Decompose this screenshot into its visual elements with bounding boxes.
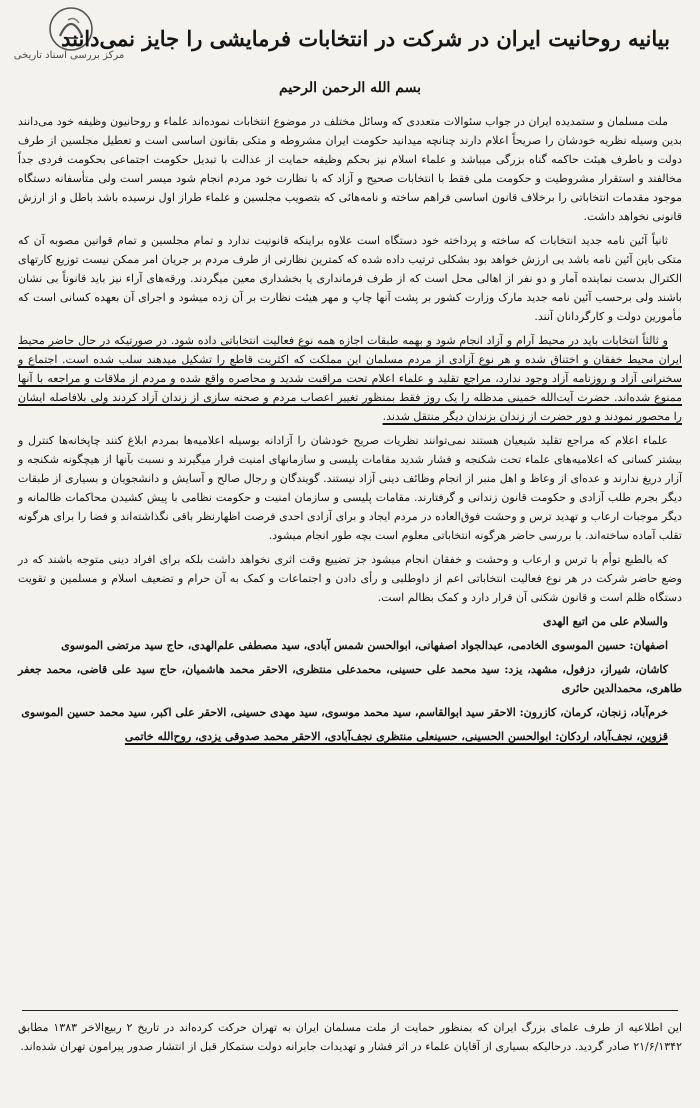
document-title: بیانیه روحانیت ایران در شرکت در انتخابات فرمایشی را جایز نمی‌دانند <box>61 26 670 51</box>
paragraph-2: ثانیاً آئین نامه جدید انتخابات که ساخته و پرداخته خود دستگاه است علاوه براینکه قانونیت ندارد و تمام مجلسین و تمام قوانین مصوبه آن که متکی باین آئین نامه باشد بی ارزش خواهد بود بشکلی ترتیب داده شده که کمترین نظارتی از طرف مردم بر جریان امر ممکن نیست توزیع کارتهای الکترال بدست نماینده آمار و دو نفر از اهالی محل است که از طرف فرمانداری یا بخشداری معین میگردند. ورقه‌های آراء نیز باید قانوناً بی نشان باشند ولی برحسب آئین نامه جدید مارک وزارت کشور بر پشت آنها چاپ و مهر هیئت نظارت بر آن زده میشود و اجرای آن بعهده کسانی است که مأمورین دولت و کارگردانان آنند. <box>18 234 682 323</box>
basmala: بسم الله الرحمن الرحیم <box>279 80 421 96</box>
paragraph-1: ملت مسلمان و ستمدیده ایران در جواب سئوالات متعددی که وسائل مختلف در موضوع انتخابات نموده‌اند علماء و روحانیون وظیفه خود می‌دانند بدین وسیله نظریه خودشان را صریحاً اعلام دارند چنانچه میدانید حکومت ایران مشروطه و متکی بقانون اساسی است و تعطیل مجلسین از طرف دولت و باطرف هیئت حاکمه گناه بزرگی میباشد و علماء اسلام نیز بحکم وظیفه حمایت از عدالت با تبدیل حکومت اجتماعی بحکومت فردی جداً مخالفند و استقرار مشروطیت و حکومت ملی فقط با انتخابات صحیح و آزاد که با نظارت خود مردم انجام شود میسر است ولی متأسفانه دستگاه موجود مقدمات انتخاباتی را برخلاف قانون اساسی فراهم ساخته و نامه‌هائی که بتصویب مجلسین و علماء طراز اول نرسیده باشد باطل و از ارزش قانونی نخواهد داشت. <box>18 115 682 223</box>
paragraph-4: علماء اعلام که مراجع تقلید شیعیان هستند نمی‌توانند نظریات صریح خودشان را آزادانه بوسیله اعلامیه‌ها بمردم ابلاغ کنند چاپخانه‌ها کنترل و بیشتر کسانی که اعلامیه‌های علماء تحت شکنجه و فشار شدید مقامات پلیسی و سازمانهای امنیت قرار میگیرند و نسبت بآنها از هیچگونه شکنجه و آزار دریغ ندارند و عده‌ای از وعاظ و اهل منبر از انجام وظائف دینی آزاد نیستند. گویندگان و رجال صالح و آسایش و دانشجویان و بسیاری از طبقات دیگر بجرم طلب آزادی و حکومت قانون زندانی و گرفتارند. مقامات پلیسی و سازمان امنیت و حکومت نظامی با پیش کشیدن محاکمات ظالمانه و دیگر موجبات ارعاب و تهدید ترس و وحشت فوق‌العاده در مردم ایجاد و برای آزادی احدی فرصت اظهارنظر باقی نگذاشته‌اند و فضا را برای هرگونه تقلب آماده ساخته‌اند. با بررسی حاضر هرگونه انتخاباتی معلوم است بچه طور انجام میشود. <box>18 434 682 542</box>
signatories-isfahan: اصفهان: حسین الموسوی الخادمی، عبدالجواد اصفهانی، ابوالحسن شمس آبادی، سید مصطفی علم‌الهدی، حاج سید مرتضی الموسوی <box>61 639 668 652</box>
signatories-qazvin-ardakan: قزوین، نجف‌آباد، اردکان: ابوالحسن الحسینی، حسینعلی منتظری نجف‌آبادی، الاحقر محمد صدوقی یزدی، روح‌الله خاتمی <box>124 730 668 743</box>
paragraph-5: که بالطبع توأم با ترس و ارعاب و وحشت و خفقان انجام میشود جز تضییع وقت اثری نخواهد داشت بلکه برای افراد دینی متوجه باشند که در وضع حاضر شرکت در هر نوع فعالیت انتخاباتی اعم از داوطلبی و رأی دادن و اجتماعات و کمک به آن حرام و تضعیف اسلام و مسلمین و تقویت دستگاه ظلم است و قانون شکنی آن قرار دارد و کمک بظالم است. <box>18 553 682 604</box>
paragraph-3: و ثالثاً انتخابات باید در محیط آرام و آزاد انجام شود و بهمه طبقات اجازه همه نوع فعالیت انتخاباتی داده شود. در صورتیکه در حال حاضر محیط ایران محیط خفقان و اختناق شده و هر نوع آزادی از مردم مسلمان این مملکت که اکثریت قاطع را تشکیل میدهند سلب شده است. اجتماع و سخنرانی آزاد و روزنامه آزاد وجود ندارد، مراجع تقلید و علماء اعلام تحت مراقبت شدید و محاصره واقع شده و مردم از ملاقات و مراجعه با آنها ممنوع شده‌اند. حضرت آیت‌الله خمینی مدظله را یک روز فقط بمنظور تغییر اعصاب مردم و صحنه سازی از زندان آزاد کردند ولی بلافاصله ایشان را محصور نمودند و دور حضرت از زندان بزندان دیگر منتقل شدند. <box>18 334 682 423</box>
document-footer: این اطلاعیه از طرف علمای بزرگ ایران که بمنظور حمایت از ملت مسلمان ایران به تهران حرکت کرده‌اند در تاریخ ۲ ربیع‌الاخر ۱۳۸۳ مطابق ۲۱/۶/۱۳۴۲ صادر گردید. درحالیکه بسیاری از آقایان علماء در اثر فشار و تهدیدات جابرانه دولت ستمکار قبل از انتشار صدور پیرامون تهران شده‌اند. <box>18 1021 682 1053</box>
signatories-khorramabad-zanjan: خرم‌آباد، زنجان، کرمان، کازرون: الاحقر سید ابوالقاسم، سید محمد موسوی، سید مهدی حسینی، الاحقر علی اکبر، سید محمد حسین الموسوی <box>21 706 668 719</box>
closing-line: والسلام علی من اتبع الهدی <box>542 615 668 628</box>
signatories-kashan-shiraz: کاشان، شیراز، دزفول، مشهد، یزد: سید محمد علی حسینی، محمدعلی منتظری، الاحقر محمد هاشمیان، حاج سید علی قاضی، محمد جعفر طاهری، محمدالدین حائری <box>18 663 682 695</box>
footer-divider <box>22 1010 678 1011</box>
watermark-text: مرکز بررسی اسناد تاریخی <box>13 50 125 61</box>
document-body <box>18 112 682 751</box>
